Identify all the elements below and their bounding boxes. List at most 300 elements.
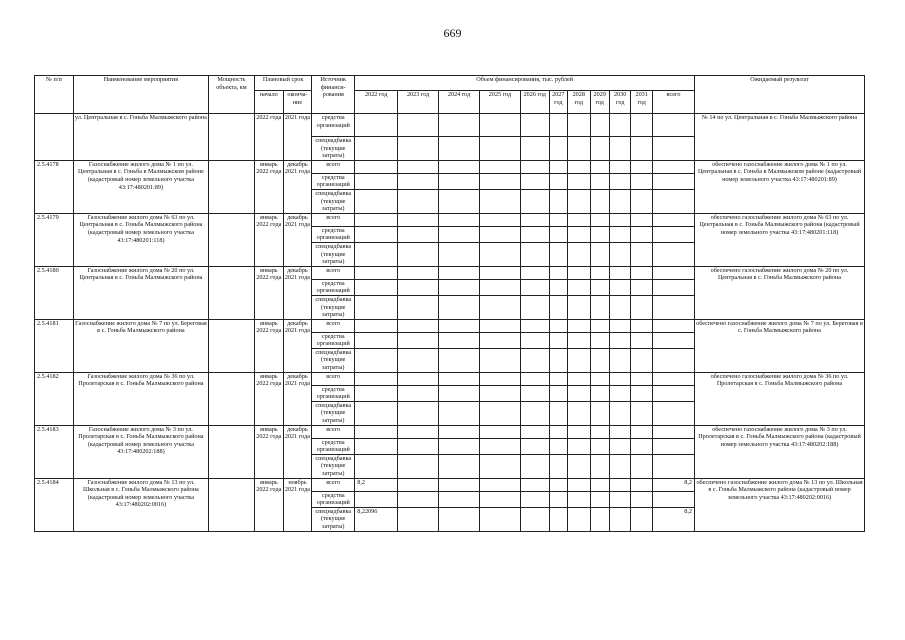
header-year: 2031 год	[631, 91, 652, 114]
value-cell	[609, 319, 630, 332]
row-end: декабрь 2021 года	[283, 425, 312, 478]
value-cell	[439, 173, 480, 189]
value-cell	[631, 319, 652, 332]
value-cell	[355, 137, 398, 161]
value-cell	[520, 332, 549, 348]
value-total	[652, 295, 694, 319]
value-cell	[609, 213, 630, 226]
value-cell	[439, 213, 480, 226]
value-cell	[398, 507, 439, 531]
source-total: всего	[312, 372, 355, 385]
value-2022	[355, 189, 398, 213]
header-year: всего	[652, 91, 694, 114]
value-cell	[480, 213, 521, 226]
source-special: спецнадбавка (текущие затраты)	[312, 401, 355, 425]
value-cell	[568, 332, 591, 348]
value-cell	[609, 491, 630, 507]
value-cell	[568, 319, 591, 332]
value-cell	[590, 319, 609, 332]
value-cell	[609, 160, 630, 173]
value-cell	[590, 160, 609, 173]
value-cell	[590, 438, 609, 454]
value-cell	[398, 279, 439, 295]
value-cell	[520, 438, 549, 454]
value-cell	[480, 173, 521, 189]
source-org: средства организаций	[312, 332, 355, 348]
value-cell	[439, 372, 480, 385]
row-start: январь 2022 года	[254, 372, 283, 425]
value-cell	[398, 478, 439, 491]
value-cell	[520, 454, 549, 478]
row-end: декабрь 2021 года	[283, 160, 312, 213]
source-special: спецнадбавка (текущие затраты)	[312, 507, 355, 531]
value-cell	[520, 478, 549, 491]
value-2022	[355, 401, 398, 425]
row-num: 2.5.4179	[35, 213, 74, 266]
value-total: 8,2	[652, 507, 694, 531]
value-cell	[631, 425, 652, 438]
value-cell	[520, 137, 549, 161]
value-cell	[568, 372, 591, 385]
value-cell	[549, 438, 567, 454]
value-cell	[398, 401, 439, 425]
value-cell	[355, 173, 398, 189]
source-org: средства организаций	[312, 385, 355, 401]
header-year: 2029 год	[590, 91, 609, 114]
value-cell	[631, 372, 652, 385]
source-special: спецнадбавка (текущие затраты)	[312, 295, 355, 319]
value-cell	[355, 332, 398, 348]
value-total	[652, 319, 694, 332]
value-cell	[480, 491, 521, 507]
value-cell	[631, 213, 652, 226]
source-special: спецнадбавка (текущие затраты)	[312, 348, 355, 372]
value-cell	[609, 173, 630, 189]
value-2022	[355, 454, 398, 478]
value-cell	[652, 332, 694, 348]
value-cell	[652, 491, 694, 507]
value-cell	[568, 491, 591, 507]
cont-num	[35, 114, 74, 161]
value-cell	[631, 507, 652, 531]
value-cell	[480, 295, 521, 319]
value-2022	[355, 242, 398, 266]
value-cell	[549, 242, 567, 266]
value-cell	[609, 266, 630, 279]
row-start: январь 2022 года	[254, 319, 283, 372]
value-2022	[355, 425, 398, 438]
value-cell	[520, 242, 549, 266]
row-end: декабрь 2021 года	[283, 213, 312, 266]
value-cell	[439, 295, 480, 319]
value-cell	[609, 226, 630, 242]
value-cell	[439, 438, 480, 454]
value-cell	[480, 507, 521, 531]
value-cell	[568, 189, 591, 213]
value-2022	[355, 348, 398, 372]
source-total: всего	[312, 425, 355, 438]
value-cell	[568, 401, 591, 425]
source-org: средства организаций	[312, 226, 355, 242]
value-cell	[355, 226, 398, 242]
table-row	[35, 319, 865, 332]
value-cell	[631, 279, 652, 295]
value-cell	[439, 319, 480, 332]
value-cell	[480, 242, 521, 266]
value-cell	[631, 242, 652, 266]
value-cell	[480, 189, 521, 213]
value-2022: 8,2	[355, 478, 398, 491]
row-name: Газоснабжение жилого дома № 36 по ул. Пролетарская в с. Гоньба Малмыжского района	[73, 372, 208, 425]
value-cell	[631, 226, 652, 242]
value-cell	[568, 438, 591, 454]
value-2022	[355, 266, 398, 279]
value-cell	[609, 507, 630, 531]
value-cell	[568, 242, 591, 266]
value-cell	[590, 189, 609, 213]
value-cell	[609, 385, 630, 401]
row-result: обеспечено газоснабжение жилого дома № 20 по ул. Центральная в с. Гоньба Малмыжского района	[695, 266, 865, 319]
value-cell	[590, 425, 609, 438]
value-cell	[568, 348, 591, 372]
value-total	[652, 160, 694, 173]
value-total	[652, 425, 694, 438]
value-cell	[590, 213, 609, 226]
cont-source-org: средства организаций	[312, 114, 355, 137]
value-cell	[480, 266, 521, 279]
table-row	[35, 425, 865, 438]
value-cell	[520, 295, 549, 319]
value-cell	[439, 454, 480, 478]
value-cell	[549, 189, 567, 213]
value-total	[652, 372, 694, 385]
value-cell	[520, 491, 549, 507]
value-cell	[590, 401, 609, 425]
value-cell	[355, 114, 398, 137]
value-cell	[609, 372, 630, 385]
value-2022	[355, 295, 398, 319]
value-cell	[355, 491, 398, 507]
value-cell	[549, 332, 567, 348]
value-cell	[549, 385, 567, 401]
value-cell	[480, 160, 521, 173]
cont-name: ул. Центральная в с. Гоньба Малмыжского района	[73, 114, 208, 161]
value-cell	[520, 425, 549, 438]
value-cell	[480, 319, 521, 332]
value-cell	[590, 242, 609, 266]
value-cell	[398, 160, 439, 173]
header-name: Наименование мероприятия	[73, 76, 208, 114]
value-cell	[520, 279, 549, 295]
row-result: обеспечено газоснабжение жилого дома № 36 по ул. Пролетарская в с. Гоньба Малмыжского района	[695, 372, 865, 425]
row-name: Газоснабжение жилого дома № 63 по ул. Центральная в с. Гоньба Малмыжского района (кадастровый номер земельного участка 43:17:480201:118)	[73, 213, 208, 266]
cont-capacity	[208, 114, 254, 161]
value-cell	[631, 478, 652, 491]
row-start: январь 2022 года	[254, 160, 283, 213]
header-year: 2026 год	[520, 91, 549, 114]
value-cell	[568, 385, 591, 401]
value-cell	[549, 279, 567, 295]
source-special: спецнадбавка (текущие затраты)	[312, 189, 355, 213]
value-cell	[480, 385, 521, 401]
value-2022	[355, 319, 398, 332]
source-total: всего	[312, 319, 355, 332]
value-cell	[398, 332, 439, 348]
value-cell	[549, 266, 567, 279]
header-num: № п/п	[35, 76, 74, 114]
value-cell	[520, 160, 549, 173]
value-cell	[480, 279, 521, 295]
value-cell	[652, 226, 694, 242]
value-2022	[355, 160, 398, 173]
value-cell	[439, 425, 480, 438]
value-cell	[549, 401, 567, 425]
row-start: январь 2022 года	[254, 213, 283, 266]
value-cell	[549, 348, 567, 372]
header-year: 2027 год	[549, 91, 567, 114]
row-capacity	[208, 160, 254, 213]
cont-start: 2022 года	[254, 114, 283, 161]
value-cell	[549, 173, 567, 189]
value-cell	[631, 385, 652, 401]
header-year: 2028 год	[568, 91, 591, 114]
value-cell	[609, 189, 630, 213]
value-cell	[568, 425, 591, 438]
value-cell	[652, 114, 694, 137]
value-cell	[609, 114, 630, 137]
value-cell	[439, 266, 480, 279]
value-cell	[609, 438, 630, 454]
value-cell	[398, 425, 439, 438]
value-cell	[631, 160, 652, 173]
value-cell	[631, 401, 652, 425]
header-end: оконча- ние	[283, 91, 312, 114]
row-name: Газоснабжение жилого дома № 1 по ул. Центральная в с. Гоньба в Малмыжском районе (кадастровый номер земельного участка 43:17:480201:89)	[73, 160, 208, 213]
header-year: 2030 год	[609, 91, 630, 114]
value-2022: 8,22096	[355, 507, 398, 531]
header-source: Источник финанси- рования	[312, 76, 355, 114]
value-cell	[398, 213, 439, 226]
value-cell	[609, 295, 630, 319]
table-row	[35, 266, 865, 279]
value-cell	[398, 189, 439, 213]
value-cell	[631, 295, 652, 319]
value-cell	[520, 348, 549, 372]
value-cell	[355, 438, 398, 454]
value-cell	[631, 114, 652, 137]
row-end: ноябрь 2021 года	[283, 478, 312, 531]
value-total	[652, 348, 694, 372]
value-cell	[398, 372, 439, 385]
value-total	[652, 242, 694, 266]
row-num: 2.5.4183	[35, 425, 74, 478]
source-special: спецнадбавка (текущие затраты)	[312, 454, 355, 478]
value-cell	[631, 454, 652, 478]
value-cell	[439, 226, 480, 242]
value-cell	[631, 332, 652, 348]
value-cell	[520, 226, 549, 242]
value-cell	[439, 507, 480, 531]
value-total	[652, 454, 694, 478]
value-cell	[590, 266, 609, 279]
value-cell	[609, 332, 630, 348]
value-cell	[631, 173, 652, 189]
value-cell	[398, 173, 439, 189]
source-total: всего	[312, 478, 355, 491]
row-num: 2.5.4178	[35, 160, 74, 213]
value-cell	[439, 478, 480, 491]
value-cell	[480, 401, 521, 425]
value-cell	[652, 438, 694, 454]
value-cell	[480, 226, 521, 242]
source-special: спецнадбавка (текущие затраты)	[312, 242, 355, 266]
value-cell	[609, 137, 630, 161]
row-result: обеспечено газоснабжение жилого дома № 3 по ул. Пролетарская в с. Гоньба Малмыжского района (кадастровый номер земельного участка 43:17:480202:188)	[695, 425, 865, 478]
value-cell	[652, 385, 694, 401]
value-cell	[398, 295, 439, 319]
value-cell	[568, 213, 591, 226]
source-org: средства организаций	[312, 279, 355, 295]
row-name: Газоснабжение жилого дома № 13 по ул. Школьная в с. Гоньба Малмыжского района (кадастровый номер земельного участка 43:17:480202:0016)	[73, 478, 208, 531]
value-cell	[480, 454, 521, 478]
value-cell	[590, 478, 609, 491]
row-start: январь 2022 года	[254, 478, 283, 531]
value-cell	[631, 438, 652, 454]
value-cell	[568, 266, 591, 279]
value-cell	[590, 295, 609, 319]
row-capacity	[208, 478, 254, 531]
value-cell	[590, 348, 609, 372]
value-cell	[568, 295, 591, 319]
source-org: средства организаций	[312, 173, 355, 189]
value-cell	[590, 114, 609, 137]
value-cell	[652, 173, 694, 189]
value-cell	[480, 137, 521, 161]
value-cell	[590, 137, 609, 161]
value-cell	[609, 348, 630, 372]
value-cell	[568, 454, 591, 478]
header-period: Плановый срок	[254, 76, 311, 91]
source-total: всего	[312, 266, 355, 279]
value-cell	[398, 137, 439, 161]
value-cell	[439, 279, 480, 295]
value-cell	[609, 478, 630, 491]
header-capacity: Мощность объекта, км	[208, 76, 254, 114]
source-org: средства организаций	[312, 438, 355, 454]
value-cell	[398, 491, 439, 507]
cont-source-special: спецнадбавка (текущие затраты)	[312, 137, 355, 161]
row-end: декабрь 2021 года	[283, 319, 312, 372]
value-cell	[398, 319, 439, 332]
value-cell	[549, 137, 567, 161]
value-cell	[568, 478, 591, 491]
header-start: начало	[254, 91, 283, 114]
row-end: декабрь 2021 года	[283, 372, 312, 425]
row-num: 2.5.4181	[35, 319, 74, 372]
funding-table	[34, 75, 865, 532]
row-start: январь 2022 года	[254, 266, 283, 319]
value-cell	[568, 226, 591, 242]
value-cell	[355, 279, 398, 295]
value-cell	[439, 348, 480, 372]
row-name: Газоснабжение жилого дома № 3 по ул. Пролетарская в с. Гоньба Малмыжского района (кадастровый номер земельного участка 43:17:480202:188)	[73, 425, 208, 478]
row-num: 2.5.4182	[35, 372, 74, 425]
value-cell	[590, 226, 609, 242]
value-cell	[590, 385, 609, 401]
value-total	[652, 266, 694, 279]
row-end: декабрь 2021 года	[283, 266, 312, 319]
value-cell	[590, 491, 609, 507]
value-cell	[549, 226, 567, 242]
source-total: всего	[312, 213, 355, 226]
row-result: обеспечено газоснабжение жилого дома № 1 по ул. Центральная в с. Гоньба в Малмыжском районе (кадастровый номер земельного участка 43:17:480201:89)	[695, 160, 865, 213]
value-cell	[355, 385, 398, 401]
value-cell	[480, 438, 521, 454]
value-cell	[568, 507, 591, 531]
value-cell	[439, 114, 480, 137]
value-cell	[568, 137, 591, 161]
value-cell	[520, 213, 549, 226]
row-result: обеспечено газоснабжение жилого дома № 7 по ул. Береговая в с. Гоньба Малмыжского района	[695, 319, 865, 372]
value-cell	[549, 372, 567, 385]
cont-result: № 14 по ул. Центральная в с. Гоньба Малмыжского района	[695, 114, 865, 161]
value-cell	[590, 332, 609, 348]
row-capacity	[208, 266, 254, 319]
row-capacity	[208, 372, 254, 425]
value-total	[652, 213, 694, 226]
value-cell	[439, 401, 480, 425]
row-num: 2.5.4184	[35, 478, 74, 531]
value-cell	[520, 114, 549, 137]
table-row	[35, 213, 865, 226]
value-cell	[398, 454, 439, 478]
value-cell	[549, 491, 567, 507]
header-year: 2025 год	[480, 91, 521, 114]
value-cell	[590, 279, 609, 295]
row-num: 2.5.4180	[35, 266, 74, 319]
value-cell	[609, 242, 630, 266]
value-2022	[355, 213, 398, 226]
header-funding: Объем финансирования, тыс. рублей	[355, 76, 695, 91]
value-cell	[520, 319, 549, 332]
value-cell	[439, 332, 480, 348]
value-cell	[568, 160, 591, 173]
value-cell	[520, 189, 549, 213]
value-cell	[568, 173, 591, 189]
cont-end: 2021 года	[283, 114, 312, 161]
value-cell	[439, 242, 480, 266]
value-cell	[480, 332, 521, 348]
header-year: 2023 год	[398, 91, 439, 114]
value-cell	[609, 454, 630, 478]
value-cell	[631, 137, 652, 161]
value-cell	[609, 279, 630, 295]
value-cell	[590, 372, 609, 385]
table-row	[35, 160, 865, 173]
source-total: всего	[312, 160, 355, 173]
value-cell	[568, 279, 591, 295]
value-cell	[652, 137, 694, 161]
value-cell	[549, 425, 567, 438]
value-cell	[520, 266, 549, 279]
value-cell	[398, 242, 439, 266]
value-cell	[480, 348, 521, 372]
value-cell	[652, 279, 694, 295]
value-cell	[549, 114, 567, 137]
value-cell	[398, 438, 439, 454]
value-cell	[398, 266, 439, 279]
value-cell	[549, 160, 567, 173]
